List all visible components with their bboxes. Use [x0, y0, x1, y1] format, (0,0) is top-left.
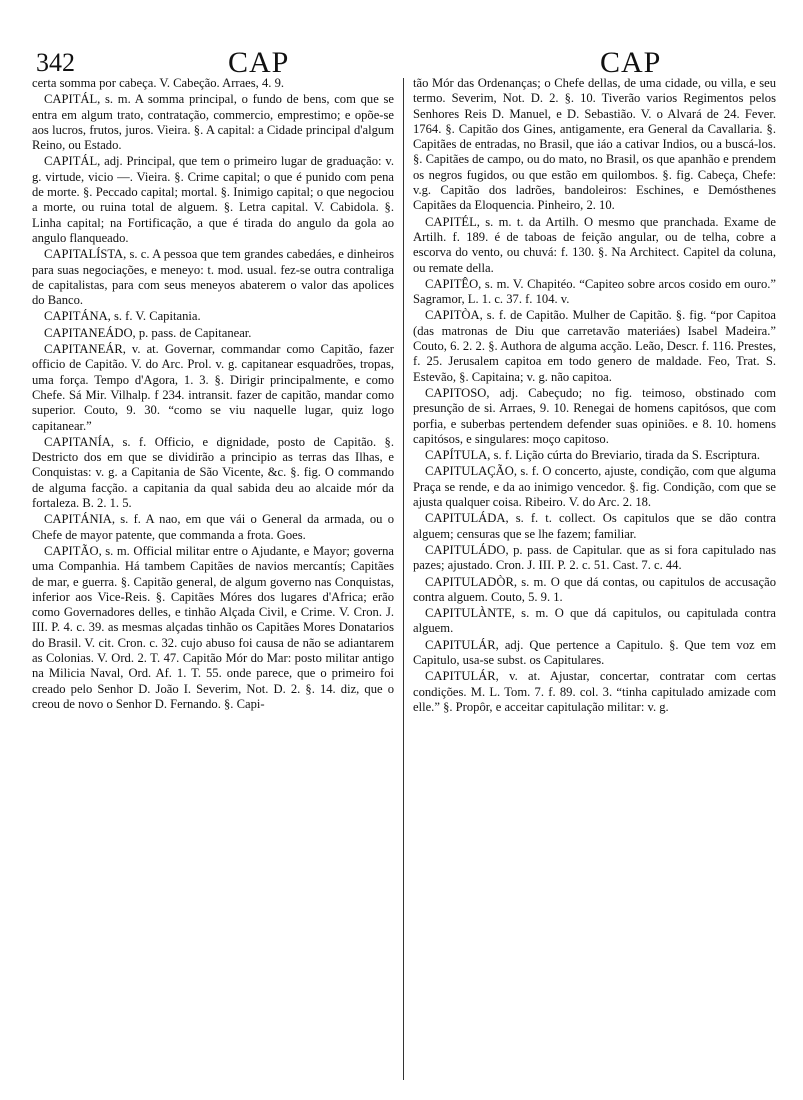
- entry-paragraph: CAPITÊO, s. m. V. Chapitéo. “Capiteo sobre arcos cosido em ouro.” Sagramor, L. 1. c. 37. f. 104. v.: [413, 276, 776, 307]
- entry-paragraph: CAPITANEÁR, v. at. Governar, commandar como Capitão, fazer officio de Capitão. V. do Arc. Prol. v. g. capitanear esquadrões, tropas, uma força. Tempo d'Agora, 1. 3. §. Dirigir principalmente, e como Chefe. Sá Mir. Vilhalp. f 234. intransit. fazer de capitão, mandar como superior. Couto, 9. 30. “como se viu naquelle lugar, quiz logo capitanear.”: [32, 342, 394, 433]
- entry-paragraph: CAPITÁNA, s. f. V. Capitania.: [44, 309, 201, 324]
- page-number: 342: [36, 48, 75, 77]
- right-column: [413, 76, 776, 716]
- entry-paragraph: CAPITULÁDO, p. pass. de Capitular. que as si fora capitulado nas pazes; ajustado. Cron. J. III. P. 2. c. 51. Cast. 7. c. 44.: [413, 542, 776, 573]
- entry-paragraph: tão Mór das Ordenanças; o Chefe dellas, de uma cidade, ou villa, e seu termo. Severim, Not. D. 2. §. 10. Tiverão varios Regimentos pelos Senhores Reis D. Manuel, e D. Sebastião. V. o Alvará de 24. Fever. 1764. §. Capitão dos Gines, antigamente, era General da Cavallaria. §. Capitães de entradas, no Brasil, que iáo a cativar Indios, ou a buscá-los. §. Capitães de campo, ou do mato, no Brasil, os que apanhão e prendem os negros fugidos, ou que estão em quilombos. §. fig. Cabeça, Chefe: v.g. Capitão dos ladrões, bandoleiros: Eschines, e Demósthenes Capitães da Eloquencia. Pinheiro, 2. 10.: [413, 76, 776, 213]
- entry-paragraph: CAPITULADÒR, s. m. O que dá contas, ou capitulos de accusação contra alguem. Couto, 5. 9. 1.: [413, 574, 776, 604]
- entry-paragraph: certa somma por cabeça. V. Cabeção. Arraes, 4. 9.: [32, 76, 285, 90]
- entry-paragraph: CAPITULAÇÃO, s. f. O concerto, ajuste, condição, com que alguma Praça se rende, e da ao inimigo vencedor. §. fig. Condição, com que se ajusta qualquer coisa. Ribeiro. V. do Arc. 2. 18.: [413, 464, 776, 510]
- entry-paragraph: CAPITÉL, s. m. t. da Artilh. O mesmo que pranchada. Exame de Artilh. f. 189. é de taboas de feição angular, ou de telha, cobre a escorva do vento, ou chuvá: f. 130. §. Na Architect. Capitel da coluna, ou remate della.: [413, 214, 776, 275]
- entry-paragraph: CAPÍTULA, s. f. Lição cúrta do Breviario, tirada da S. Escriptura.: [425, 448, 761, 463]
- entry-paragraph: CAPITÃO, s. m. Official militar entre o Ajudante, e Mayor; governa uma Companhia. Há tambem Capitães de navios mercantís; Capitães de mar, e guerra. §. Capitão general, de algum governo nas Conquistas, inferior aos Vice-Reis. §. Capitães Móres dos lugares d'Africa; erão como Governadores delles, e tinhão Alçada Civil, e Crime. V. Cron. J. III. P. 4. c. 39. as mesmas alçadas tinhão os Capitães Mores Donatarios do Brasil. V. cit. Cron. c. 32. cujo abuso foi causa de não se adiantarem as Colonias. V. Ord. 2. T. 47. Capitão Mór do Mar: posto militar antigo na Milicia Naval, Ord. Af. 1. T. 55. onde parece, que o primeiro foi creado pelo Senhor D. João I. Severim, Not. D. 2. §. 14. diz, que o creou de novo o Senhor D. Fernando. §. Capi-: [32, 543, 394, 711]
- entry-paragraph: CAPITULÀNTE, s. m. O que dá capitulos, ou capitulada contra alguem.: [413, 606, 776, 636]
- headword-left: CAP: [228, 46, 290, 79]
- entry-paragraph: CAPITÁNIA, s. f. A nao, em que vái o General da armada, ou o Chefe de mayor patente, que commanda a frota. Goes.: [32, 512, 394, 542]
- column-divider: [403, 78, 404, 1080]
- headword-right: CAP: [600, 46, 662, 79]
- entry-paragraph: CAPITANÍA, s. f. Officio, e dignidade, posto de Capitão. §. Destricto dos em que se dividirão a principio as terras das Ilhas, e Conquistas: v. g. a Capitania de São Vicente, &c. §. fig. O commando de alguma facção. a capitania da qual sabida deu ao alcaide mór da fortaleza. B. 2. 1. 5.: [32, 434, 394, 511]
- entry-paragraph: CAPITÒA, s. f. de Capitão. Mulher de Capitão. §. fig. “por Capitoa (das matronas de Diu que carretavão materiáes) Isabel Madeira.” Couto, 6. 2. 2. §. Authora de alguma acção. Leão, Descr. f. 116. Prestes, f. 25. Jerusalem capitoa em todo genero de maldade. Feo, Trat. S. Estevão, §. Capitaina; v. g. não capitoa.: [413, 308, 776, 384]
- entry-paragraph: CAPITULÁR, adj. Que pertence a Capitulo. §. Que tem voz em Capitulo, usa-se subst. os Capitulares.: [413, 637, 776, 667]
- entry-paragraph: CAPITULÁDA, s. f. t. collect. Os capitulos que se dão contra alguem; censuras que se lhe fazem; familiar.: [413, 511, 776, 541]
- entry-paragraph: CAPITULÁR, v. at. Ajustar, concertar, contratar com certas condições. M. L. Tom. 7. f. 89. col. 3. “tinha capitulado amizade com elle.” §. Propôr, e acceitar capitulação militar: v. g.: [413, 669, 776, 714]
- left-column: [32, 76, 394, 713]
- entry-paragraph: CAPITOSO, adj. Cabeçudo; no fig. teimoso, obstinado com presunção de si. Arraes, 9. 10. Renegai de homens capitósos, que com porfia, e suberbas pertendem defender suas opiniões. e 8. 10. homens capitósos, e singulares: moço capitoso.: [413, 385, 776, 446]
- entry-paragraph: CAPITALÍSTA, s. c. A pessoa que tem grandes cabedáes, e dinheiros para suas negociações, e meneyo: t. mod. usual. fez-se outra contraliga de capitalistas, para com seus meneyos abaterem o valor das apolices do Banco.: [32, 247, 394, 308]
- entry-paragraph: CAPITÁL, adj. Principal, que tem o primeiro lugar de graduação: v. g. virtude, vicio —. Vieira. §. Crime capital; o que é punido com pena de morte. §. Peccado capital; mortal. §. Inimigo capital; o que negociou a morte, ou ruina total de alguem. §. Letra capital. V. Cabidola. §. Linha capital; na Fortificação, a que é tirada do angulo da gola ao angulo flanqueado.: [32, 154, 394, 245]
- entry-paragraph: CAPITÁL, s. m. A somma principal, o fundo de bens, com que se entra em algum trato, contratação, commercio, emprestimo; e opõe-se aos lucros, frutos, juros. Vieira. §. A capital: a Cidade principal d'algum Reino, ou Estado.: [32, 92, 394, 153]
- entry-paragraph: CAPITANEÁDO, p. pass. de Capitanear.: [44, 325, 252, 340]
